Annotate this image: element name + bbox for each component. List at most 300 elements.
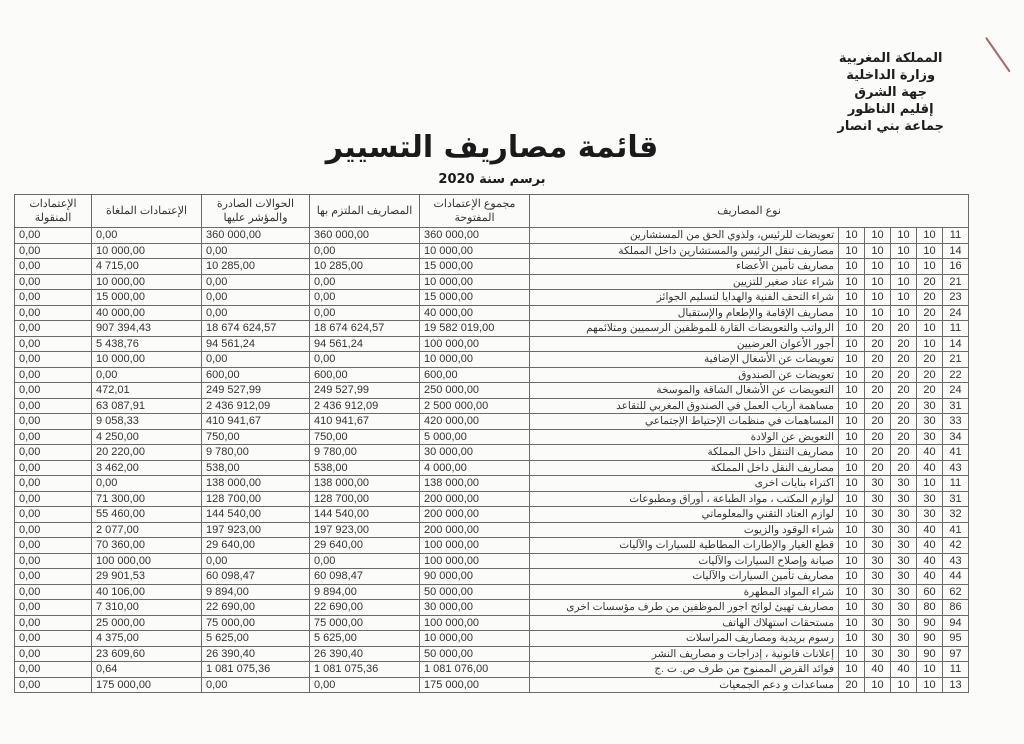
code-cell: 20 <box>891 414 917 430</box>
cancelled-credits-cell: 15 000,00 <box>92 290 202 306</box>
code-cell: 10 <box>839 274 865 290</box>
expense-label-cell: مصاريف تهيئ لوائح اجور الموظفين من طرف مؤسسات اخرى <box>530 600 839 616</box>
code-cell: 30 <box>865 538 891 554</box>
code-cell: 10 <box>839 538 865 554</box>
code-cell: 20 <box>891 445 917 461</box>
expense-label-cell: التعويض عن الولادة <box>530 429 839 445</box>
table-row <box>15 274 969 290</box>
cancelled-credits-cell: 3 462,00 <box>92 460 202 476</box>
table-row <box>15 677 969 693</box>
code-cell: 20 <box>917 352 943 368</box>
expense-label-cell: شراء الوقود والزيوت <box>530 522 839 538</box>
code-cell: 10 <box>839 522 865 538</box>
carried-credits-cell: 0,00 <box>15 646 92 662</box>
code-cell: 10 <box>839 646 865 662</box>
carried-credits-cell: 0,00 <box>15 414 92 430</box>
cancelled-credits-cell: 2 077,00 <box>92 522 202 538</box>
code-cell: 10 <box>839 243 865 259</box>
expense-label-cell: أجور الأعوان العرضيين <box>530 336 839 352</box>
code-cell: 16 <box>943 259 969 275</box>
letterhead-ministry: وزارة الداخلية <box>846 68 936 83</box>
opened-credits-cell: 4 000,00 <box>420 460 530 476</box>
code-cell: 10 <box>839 429 865 445</box>
committed-expenses-cell: 410 941,67 <box>310 414 420 430</box>
issued-orders-cell: 0,00 <box>202 243 310 259</box>
table-row <box>15 631 969 647</box>
table-row <box>15 507 969 523</box>
code-cell: 90 <box>917 646 943 662</box>
code-cell: 10 <box>839 491 865 507</box>
opened-credits-cell: 138 000,00 <box>420 476 530 492</box>
expense-label-cell: المساهمات في منظمات الإحتياط الإجتماعي <box>530 414 839 430</box>
code-cell: 30 <box>865 646 891 662</box>
carried-credits-cell: 0,00 <box>15 398 92 414</box>
pen-mark <box>985 37 1011 73</box>
committed-expenses-cell: 197 923,00 <box>310 522 420 538</box>
committed-expenses-cell: 138 000,00 <box>310 476 420 492</box>
code-cell: 30 <box>891 491 917 507</box>
table-row <box>15 243 969 259</box>
issued-orders-cell: 1 081 075,36 <box>202 662 310 678</box>
expense-label-cell: مصاريف النقل داخل المملكة <box>530 460 839 476</box>
code-cell: 10 <box>839 259 865 275</box>
issued-orders-cell: 410 941,67 <box>202 414 310 430</box>
expense-label-cell: التعويضات عن الأشغال الشاقة والموسخة <box>530 383 839 399</box>
document-subtitle: برسم سنة 2020 <box>438 172 546 187</box>
issued-orders-cell: 197 923,00 <box>202 522 310 538</box>
expense-label-cell: شراء عتاد صغير للتزيين <box>530 274 839 290</box>
header-carried-credits: الإعتمادات المنقولة <box>15 195 92 228</box>
expense-label-cell: مصاريف التنقل داخل المملكة <box>530 445 839 461</box>
letterhead-kingdom: المملكة المغربية <box>838 51 943 66</box>
table-row <box>15 367 969 383</box>
expense-label-cell: مصاريف الإقامة والإطعام والإستقبال <box>530 305 839 321</box>
carried-credits-cell: 0,00 <box>15 445 92 461</box>
code-cell: 20 <box>865 414 891 430</box>
committed-expenses-cell: 0,00 <box>310 243 420 259</box>
code-cell: 41 <box>943 445 969 461</box>
opened-credits-cell: 360 000,00 <box>420 228 530 244</box>
issued-orders-cell: 22 690,00 <box>202 600 310 616</box>
code-cell: 10 <box>839 584 865 600</box>
opened-credits-cell: 100 000,00 <box>420 553 530 569</box>
header-expense-type: نوع المصاريف <box>530 195 969 228</box>
code-cell: 10 <box>917 476 943 492</box>
carried-credits-cell: 0,00 <box>15 677 92 693</box>
opened-credits-cell: 50 000,00 <box>420 584 530 600</box>
opened-credits-cell: 10 000,00 <box>420 243 530 259</box>
code-cell: 20 <box>917 383 943 399</box>
letterhead <box>837 50 944 135</box>
code-cell: 30 <box>891 600 917 616</box>
code-cell: 11 <box>943 321 969 337</box>
code-cell: 94 <box>943 615 969 631</box>
table-row <box>15 398 969 414</box>
table-row <box>15 522 969 538</box>
carried-credits-cell: 0,00 <box>15 274 92 290</box>
issued-orders-cell: 750,00 <box>202 429 310 445</box>
table-row <box>15 414 969 430</box>
code-cell: 10 <box>839 476 865 492</box>
code-cell: 95 <box>943 631 969 647</box>
code-cell: 10 <box>865 290 891 306</box>
issued-orders-cell: 26 390,40 <box>202 646 310 662</box>
carried-credits-cell: 0,00 <box>15 615 92 631</box>
code-cell: 20 <box>917 367 943 383</box>
committed-expenses-cell: 360 000,00 <box>310 228 420 244</box>
expense-label-cell: شراء التحف الفنية والهدايا لتسليم الجوائز <box>530 290 839 306</box>
code-cell: 10 <box>839 615 865 631</box>
code-cell: 10 <box>865 677 891 693</box>
code-cell: 10 <box>839 631 865 647</box>
code-cell: 10 <box>839 290 865 306</box>
code-cell: 30 <box>891 476 917 492</box>
carried-credits-cell: 0,00 <box>15 460 92 476</box>
code-cell: 10 <box>891 228 917 244</box>
expense-label-cell: مساهمة أرباب العمل في الصندوق المغربي للتقاعد <box>530 398 839 414</box>
code-cell: 30 <box>917 398 943 414</box>
code-cell: 10 <box>839 367 865 383</box>
code-cell: 20 <box>865 352 891 368</box>
cancelled-credits-cell: 0,64 <box>92 662 202 678</box>
code-cell: 40 <box>917 538 943 554</box>
expense-label-cell: مصاريف تنقل الرئيس والمستشارين داخل المملكة <box>530 243 839 259</box>
code-cell: 14 <box>943 243 969 259</box>
issued-orders-cell: 0,00 <box>202 305 310 321</box>
carried-credits-cell: 0,00 <box>15 584 92 600</box>
opened-credits-cell: 15 000,00 <box>420 290 530 306</box>
code-cell: 24 <box>943 305 969 321</box>
code-cell: 10 <box>891 290 917 306</box>
code-cell: 20 <box>865 445 891 461</box>
carried-credits-cell: 0,00 <box>15 429 92 445</box>
code-cell: 34 <box>943 429 969 445</box>
cancelled-credits-cell: 29 901,53 <box>92 569 202 585</box>
code-cell: 10 <box>891 274 917 290</box>
expense-label-cell: تعويضات عن الأشغال الإضافية <box>530 352 839 368</box>
cancelled-credits-cell: 10 000,00 <box>92 243 202 259</box>
table-row <box>15 445 969 461</box>
code-cell: 10 <box>917 321 943 337</box>
opened-credits-cell: 100 000,00 <box>420 615 530 631</box>
cancelled-credits-cell: 10 000,00 <box>92 274 202 290</box>
header-issued-orders: الحوالات الصادرة والمؤشر عليها <box>202 195 310 228</box>
code-cell: 10 <box>839 662 865 678</box>
carried-credits-cell: 0,00 <box>15 336 92 352</box>
code-cell: 30 <box>891 553 917 569</box>
code-cell: 20 <box>865 429 891 445</box>
code-cell: 30 <box>891 631 917 647</box>
cancelled-credits-cell: 25 000,00 <box>92 615 202 631</box>
code-cell: 40 <box>865 662 891 678</box>
table-row <box>15 662 969 678</box>
code-cell: 40 <box>917 460 943 476</box>
code-cell: 43 <box>943 460 969 476</box>
committed-expenses-cell: 1 081 075,36 <box>310 662 420 678</box>
table-row <box>15 321 969 337</box>
opened-credits-cell: 420 000,00 <box>420 414 530 430</box>
expense-label-cell: قطع الغيار والإطارات المطاطية للسيارات والآليات <box>530 538 839 554</box>
carried-credits-cell: 0,00 <box>15 538 92 554</box>
code-cell: 30 <box>865 553 891 569</box>
code-cell: 10 <box>839 383 865 399</box>
expense-label-cell: تعويضات عن الصندوق <box>530 367 839 383</box>
committed-expenses-cell: 600,00 <box>310 367 420 383</box>
code-cell: 20 <box>917 305 943 321</box>
document-title: قائمة مصاريف التسيير <box>325 130 659 165</box>
code-cell: 40 <box>917 569 943 585</box>
cancelled-credits-cell: 20 220,00 <box>92 445 202 461</box>
issued-orders-cell: 128 700,00 <box>202 491 310 507</box>
carried-credits-cell: 0,00 <box>15 662 92 678</box>
code-cell: 30 <box>891 522 917 538</box>
cancelled-credits-cell: 23 609,60 <box>92 646 202 662</box>
code-cell: 20 <box>891 321 917 337</box>
code-cell: 32 <box>943 507 969 523</box>
expense-label-cell: الرواتب والتعويضات القارة للموظفين الرسميين ومتلائمهم <box>530 321 839 337</box>
code-cell: 30 <box>917 429 943 445</box>
committed-expenses-cell: 9 894,00 <box>310 584 420 600</box>
cancelled-credits-cell: 0,00 <box>92 367 202 383</box>
opened-credits-cell: 200 000,00 <box>420 491 530 507</box>
issued-orders-cell: 2 436 912,09 <box>202 398 310 414</box>
opened-credits-cell: 10 000,00 <box>420 274 530 290</box>
code-cell: 20 <box>865 398 891 414</box>
code-cell: 22 <box>943 367 969 383</box>
code-cell: 11 <box>943 662 969 678</box>
issued-orders-cell: 360 000,00 <box>202 228 310 244</box>
code-cell: 10 <box>839 445 865 461</box>
opened-credits-cell: 90 000,00 <box>420 569 530 585</box>
issued-orders-cell: 60 098,47 <box>202 569 310 585</box>
code-cell: 10 <box>839 398 865 414</box>
committed-expenses-cell: 26 390,40 <box>310 646 420 662</box>
code-cell: 10 <box>891 259 917 275</box>
code-cell: 30 <box>891 569 917 585</box>
code-cell: 60 <box>917 584 943 600</box>
issued-orders-cell: 94 561,24 <box>202 336 310 352</box>
code-cell: 10 <box>839 321 865 337</box>
code-cell: 10 <box>917 228 943 244</box>
issued-orders-cell: 18 674 624,57 <box>202 321 310 337</box>
issued-orders-cell: 0,00 <box>202 290 310 306</box>
table-row <box>15 476 969 492</box>
committed-expenses-cell: 75 000,00 <box>310 615 420 631</box>
code-cell: 20 <box>865 367 891 383</box>
expense-label-cell: فوائد القرض الممنوح من طرف ص. ت .ج <box>530 662 839 678</box>
committed-expenses-cell: 249 527,99 <box>310 383 420 399</box>
cancelled-credits-cell: 0,00 <box>92 476 202 492</box>
code-cell: 10 <box>839 553 865 569</box>
code-cell: 30 <box>865 631 891 647</box>
code-cell: 20 <box>865 321 891 337</box>
code-cell: 30 <box>865 569 891 585</box>
cancelled-credits-cell: 907 394,43 <box>92 321 202 337</box>
code-cell: 10 <box>865 274 891 290</box>
cancelled-credits-cell: 175 000,00 <box>92 677 202 693</box>
committed-expenses-cell: 0,00 <box>310 274 420 290</box>
opened-credits-cell: 40 000,00 <box>420 305 530 321</box>
table-row <box>15 646 969 662</box>
code-cell: 10 <box>917 243 943 259</box>
code-cell: 40 <box>917 445 943 461</box>
table-row <box>15 352 969 368</box>
committed-expenses-cell: 750,00 <box>310 429 420 445</box>
issued-orders-cell: 10 285,00 <box>202 259 310 275</box>
issued-orders-cell: 75 000,00 <box>202 615 310 631</box>
expense-label-cell: مصاريف تأمين الأعضاء <box>530 259 839 275</box>
issued-orders-cell: 0,00 <box>202 553 310 569</box>
carried-credits-cell: 0,00 <box>15 259 92 275</box>
table-row <box>15 569 969 585</box>
code-cell: 10 <box>839 336 865 352</box>
code-cell: 30 <box>865 476 891 492</box>
header-committed-expenses: المصاريف الملتزم بها <box>310 195 420 228</box>
expense-label-cell: صيانة وإصلاح السيارات والآليات <box>530 553 839 569</box>
carried-credits-cell: 0,00 <box>15 476 92 492</box>
code-cell: 20 <box>865 460 891 476</box>
code-cell: 41 <box>943 522 969 538</box>
code-cell: 10 <box>891 243 917 259</box>
opened-credits-cell: 200 000,00 <box>420 507 530 523</box>
code-cell: 10 <box>839 305 865 321</box>
table-row <box>15 383 969 399</box>
expense-label-cell: لوازم العتاد التقني والمعلوماتي <box>530 507 839 523</box>
table-row <box>15 553 969 569</box>
code-cell: 20 <box>891 336 917 352</box>
issued-orders-cell: 0,00 <box>202 352 310 368</box>
code-cell: 10 <box>917 336 943 352</box>
table-row <box>15 305 969 321</box>
code-cell: 30 <box>891 538 917 554</box>
issued-orders-cell: 0,00 <box>202 274 310 290</box>
cancelled-credits-cell: 40 106,00 <box>92 584 202 600</box>
code-cell: 10 <box>839 600 865 616</box>
opened-credits-cell: 200 000,00 <box>420 522 530 538</box>
committed-expenses-cell: 94 561,24 <box>310 336 420 352</box>
carried-credits-cell: 0,00 <box>15 228 92 244</box>
committed-expenses-cell: 60 098,47 <box>310 569 420 585</box>
carried-credits-cell: 0,00 <box>15 507 92 523</box>
code-cell: 20 <box>865 336 891 352</box>
committed-expenses-cell: 538,00 <box>310 460 420 476</box>
expense-label-cell: مصاريف تأمين السيارات والآليات <box>530 569 839 585</box>
cancelled-credits-cell: 5 438,76 <box>92 336 202 352</box>
committed-expenses-cell: 0,00 <box>310 677 420 693</box>
opened-credits-cell: 250 000,00 <box>420 383 530 399</box>
code-cell: 30 <box>917 507 943 523</box>
issued-orders-cell: 29 640,00 <box>202 538 310 554</box>
code-cell: 30 <box>865 615 891 631</box>
opened-credits-cell: 10 000,00 <box>420 352 530 368</box>
committed-expenses-cell: 10 285,00 <box>310 259 420 275</box>
code-cell: 40 <box>891 662 917 678</box>
table-row <box>15 600 969 616</box>
cancelled-credits-cell: 70 360,00 <box>92 538 202 554</box>
code-cell: 20 <box>839 677 865 693</box>
table-row <box>15 615 969 631</box>
code-cell: 24 <box>943 383 969 399</box>
code-cell: 10 <box>865 228 891 244</box>
committed-expenses-cell: 0,00 <box>310 290 420 306</box>
code-cell: 20 <box>865 383 891 399</box>
cancelled-credits-cell: 9 058,33 <box>92 414 202 430</box>
table-row <box>15 336 969 352</box>
cancelled-credits-cell: 472,01 <box>92 383 202 399</box>
committed-expenses-cell: 29 640,00 <box>310 538 420 554</box>
code-cell: 30 <box>865 507 891 523</box>
opened-credits-cell: 1 081 076,00 <box>420 662 530 678</box>
code-cell: 20 <box>891 460 917 476</box>
code-cell: 20 <box>917 274 943 290</box>
carried-credits-cell: 0,00 <box>15 491 92 507</box>
cancelled-credits-cell: 10 000,00 <box>92 352 202 368</box>
cancelled-credits-cell: 0,00 <box>92 228 202 244</box>
expense-label-cell: رسوم بريدية ومصاريف المراسلات <box>530 631 839 647</box>
code-cell: 10 <box>839 460 865 476</box>
opened-credits-cell: 30 000,00 <box>420 445 530 461</box>
code-cell: 10 <box>839 228 865 244</box>
code-cell: 10 <box>891 677 917 693</box>
cancelled-credits-cell: 4 375,00 <box>92 631 202 647</box>
opened-credits-cell: 100 000,00 <box>420 538 530 554</box>
cancelled-credits-cell: 71 300,00 <box>92 491 202 507</box>
issued-orders-cell: 249 527,99 <box>202 383 310 399</box>
cancelled-credits-cell: 63 087,91 <box>92 398 202 414</box>
header-opened-credits: مجموع الإعتمادات المفتوحة <box>420 195 530 228</box>
opened-credits-cell: 50 000,00 <box>420 646 530 662</box>
carried-credits-cell: 0,00 <box>15 290 92 306</box>
code-cell: 10 <box>839 569 865 585</box>
expense-label-cell: مساعدات و دعم الجمعيات <box>530 677 839 693</box>
code-cell: 20 <box>891 398 917 414</box>
code-cell: 10 <box>917 662 943 678</box>
letterhead-commune: جماعة بني انصار <box>837 119 944 134</box>
code-cell: 10 <box>865 305 891 321</box>
code-cell: 44 <box>943 569 969 585</box>
committed-expenses-cell: 0,00 <box>310 305 420 321</box>
table-header-row <box>15 195 969 228</box>
letterhead-region: جهة الشرق <box>854 85 927 100</box>
code-cell: 10 <box>865 243 891 259</box>
opened-credits-cell: 2 500 000,00 <box>420 398 530 414</box>
committed-expenses-cell: 18 674 624,57 <box>310 321 420 337</box>
code-cell: 23 <box>943 290 969 306</box>
committed-expenses-cell: 144 540,00 <box>310 507 420 523</box>
expense-label-cell: اكتراء بنايات اخرى <box>530 476 839 492</box>
committed-expenses-cell: 2 436 912,09 <box>310 398 420 414</box>
committed-expenses-cell: 0,00 <box>310 352 420 368</box>
code-cell: 62 <box>943 584 969 600</box>
expense-label-cell: شراء المواد المطهرة <box>530 584 839 600</box>
code-cell: 30 <box>891 615 917 631</box>
table-row <box>15 290 969 306</box>
cancelled-credits-cell: 7 310,00 <box>92 600 202 616</box>
code-cell: 20 <box>891 429 917 445</box>
issued-orders-cell: 5 625,00 <box>202 631 310 647</box>
expense-label-cell: لوازم المكتب ، مواد الطباعة ، أوراق ومطبوعات <box>530 491 839 507</box>
code-cell: 14 <box>943 336 969 352</box>
cancelled-credits-cell: 4 715,00 <box>92 259 202 275</box>
code-cell: 10 <box>839 352 865 368</box>
code-cell: 33 <box>943 414 969 430</box>
carried-credits-cell: 0,00 <box>15 522 92 538</box>
code-cell: 30 <box>865 491 891 507</box>
code-cell: 21 <box>943 274 969 290</box>
code-cell: 10 <box>865 259 891 275</box>
code-cell: 30 <box>865 584 891 600</box>
opened-credits-cell: 600,00 <box>420 367 530 383</box>
